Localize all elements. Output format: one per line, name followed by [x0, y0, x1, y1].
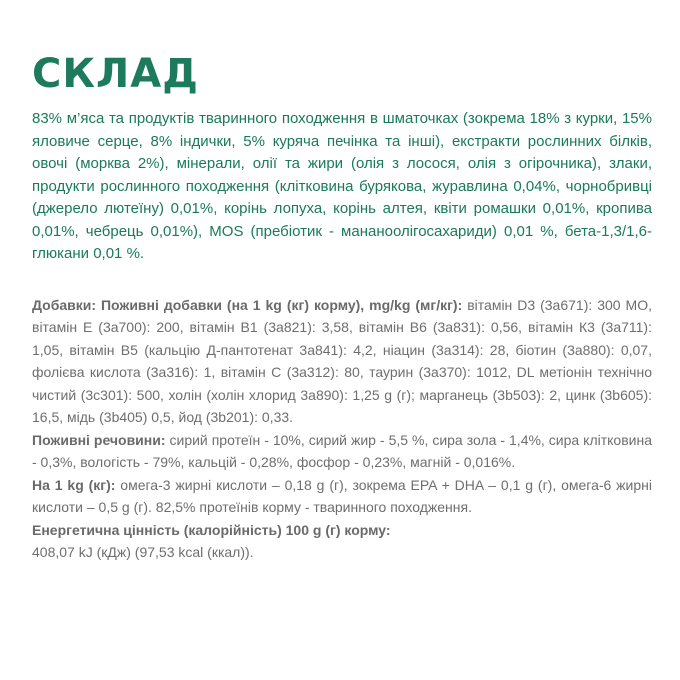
- composition-text: 83% м’яса та продуктів тваринного походження в шматочках (зокрема 18% з курки, 15% яловиче серце, 8% індички, 5% куряча печінка та інші), екстракти рослинних білків, овочі (морква 2%), мінерали, олії та жири (олія з лосося, олія з огірочника), злаки, продукти рослинного походження (клітковина бурякова, журавлина 0,04%, чорнобривці (джерело лютеїну) 0,01%, корінь лопуха, корінь алтея, квіти ромашки 0,01%, кропива 0,01%, чебрець 0,01%), MOS (пребіотик - мананоолігосахариди) 0,01 %, бета-1,3/1,6-глюкани 0,01 %.: [32, 110, 652, 262]
- additives-paragraph: [32, 294, 652, 429]
- per-kg-text: омега-3 жирні кислоти – 0,18 g (г), зокрема EPA + DHA – 0,1 g (г), омега-6 жирні кислоти – 0,5 g (г). 82,5% протеїнів корму - тваринного походження.: [32, 476, 652, 515]
- nutrients-label: Поживні речовини:: [32, 431, 166, 448]
- energy-label-line: [32, 519, 652, 542]
- additives-label: Добавки: Поживні добавки (на 1 kg (кг) корму), mg/kg (мг/кг):: [32, 296, 463, 313]
- per-kg-label: На 1 kg (кг):: [32, 476, 116, 493]
- additives-block: [32, 294, 652, 564]
- composition-page: [32, 48, 652, 564]
- additives-text: вітамін D3 (3a671): 300 МО, вітамін Е (3a700): 200, вітамін В1 (3a821): 3,58, вітамін В6 (3a831): 0,56, вітамін К3 (3a711): 1,05, вітамін В5 (кальцію Д-пантотенат 3a841): 4,2, ніацин (3a314): 28, біотин (3a880): 0,07, фолієва кислота (3a316): 1, вітамін С (3a312): 80, таурин (3a370): 1012, DL метіонін технічно чистий (3c301): 500, холін (холін хлорид 3a890): 1,25 g (г); марганець (3b503): 2, цинк (3b605): 16,5, мідь (3b405) 0,5, йод (3b201): 0,33.: [32, 296, 652, 425]
- page-title: СКЛАД: [32, 51, 199, 97]
- nutrients-paragraph: [32, 429, 652, 474]
- nutrients-text: сирий протеїн - 10%, сирий жир - 5,5 %, сира зола - 1,4%, сира клітковина - 0,3%, вологість - 79%, кальцій - 0,28%, фосфор - 0,23%, магній - 0,016%.: [32, 431, 652, 470]
- per-kg-paragraph: [32, 474, 652, 519]
- energy-value-line: [32, 541, 652, 564]
- energy-label: Енергетична цінність (калорійність) 100 g (г) корму:: [32, 521, 391, 538]
- energy-text: 408,07 kJ (кДж) (97,53 kcal (ккал)).: [32, 544, 254, 560]
